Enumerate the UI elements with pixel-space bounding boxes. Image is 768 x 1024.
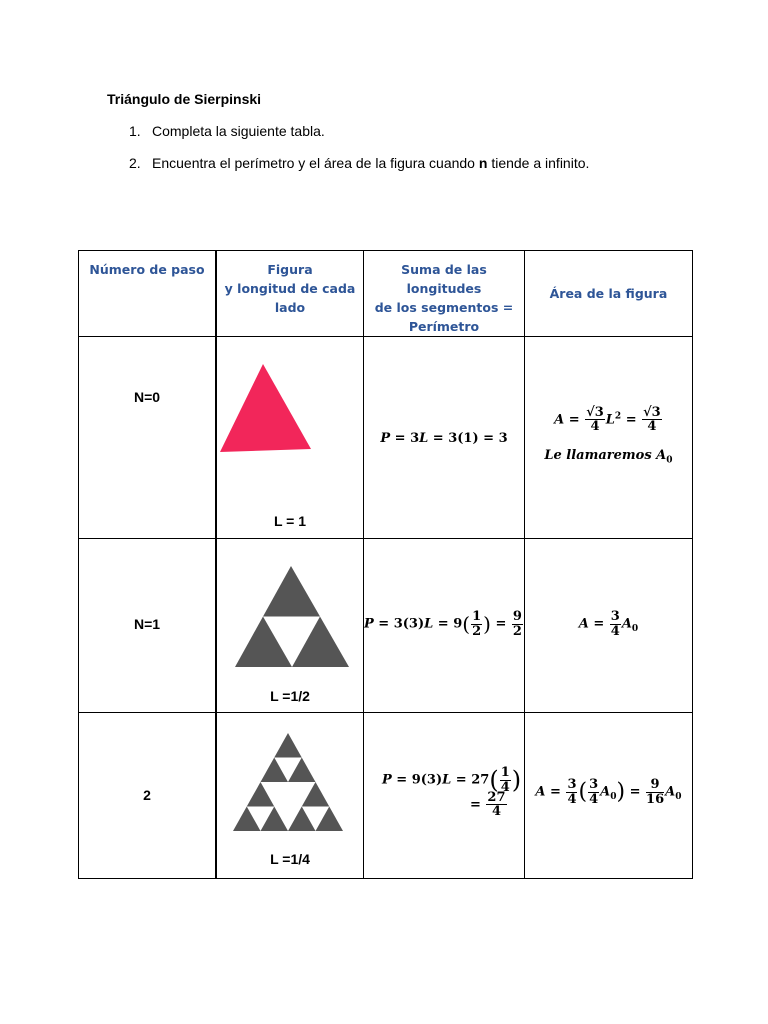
- table-row: [79, 337, 693, 539]
- header-area: [524, 251, 692, 337]
- perimeter-formula: P = 9(3)L = 27( $\frac{1}{4}$ ) = $\frac{27}{4}$: [382, 765, 522, 820]
- area-note: Le llamaremos $A_0$: [544, 447, 673, 466]
- area-formula: A = $\frac{3}{4}$ $A_0$: [578, 609, 639, 639]
- header-figure-line: lado: [274, 300, 306, 315]
- sub-triangle: [302, 782, 330, 807]
- perimeter-cell: [364, 713, 525, 879]
- header-step: [79, 251, 217, 337]
- instruction-2: [129, 155, 589, 171]
- step-cell: [79, 337, 217, 539]
- sub-triangle: [233, 807, 261, 832]
- area-cell: [524, 337, 692, 539]
- sub-triangle: [316, 807, 344, 832]
- sierpinski-triangle: [220, 364, 311, 452]
- instruction-text-end: tiende a infinito.: [487, 155, 590, 171]
- instruction-1: [129, 123, 325, 139]
- instruction-variable: n: [478, 155, 488, 171]
- side-length-label: L = 1: [273, 513, 307, 529]
- perimeter-formula: P = 3L = 3(1) = 3: [380, 431, 508, 446]
- sub-triangle: [261, 758, 289, 783]
- table-row: [79, 713, 693, 879]
- step-label: N=0: [133, 389, 161, 405]
- header-perimeter: [364, 251, 525, 337]
- step-label: N=1: [133, 616, 161, 632]
- sub-triangle: [261, 807, 289, 832]
- sub-triangle: [235, 617, 292, 668]
- header-perimeter-line: Suma de las longitudes: [401, 262, 487, 296]
- figure-cell: [216, 713, 364, 879]
- header-row: [79, 251, 693, 337]
- table-row: [79, 539, 693, 713]
- triangle-figure-n1: [217, 539, 363, 679]
- figure-cell: [216, 539, 364, 713]
- sub-triangle: [292, 617, 349, 668]
- header-figure-line: Figura: [267, 262, 313, 277]
- sierpinski-table: [78, 250, 693, 879]
- step-cell: [79, 539, 217, 713]
- sub-triangle: [288, 758, 316, 783]
- area-cell: [524, 539, 692, 713]
- area-formula: A = $\frac{3}{4}$ ( $\frac{3}{4}$ $A_0$) = $\frac{9}{16}$ $A_0$: [535, 777, 682, 807]
- triangle-figure-n2: [217, 713, 363, 839]
- header-perimeter-line: Perímetro: [408, 319, 480, 334]
- perimeter-cell: [364, 337, 525, 539]
- side-length-label: L =1/4: [270, 851, 310, 867]
- sub-triangle: [288, 807, 316, 832]
- page-title: Triángulo de Sierpinski: [107, 91, 262, 107]
- sierpinski-triangle: [233, 733, 343, 831]
- side-length-label: L =1/2: [270, 688, 310, 704]
- sub-triangle: [263, 566, 320, 617]
- perimeter-formula: P = 3(3)L = 9( $\frac{1}{2}$ ) = $\frac{9}{2}$: [364, 609, 522, 639]
- instruction-number: 1.: [129, 123, 141, 139]
- sub-triangle: [274, 733, 302, 758]
- figure-cell: [216, 337, 364, 539]
- step-cell: [79, 713, 217, 879]
- triangle-figure-n0: [217, 337, 363, 512]
- header-figure: [216, 251, 364, 337]
- area-cell: [524, 713, 692, 879]
- header-area-text: Área de la figura: [549, 286, 668, 301]
- instruction-text: Encuentra el perímetro y el área de la figura cuando: [152, 155, 479, 171]
- instruction-number: 2.: [129, 155, 141, 171]
- sub-triangle: [247, 782, 275, 807]
- header-step-text: Número de paso: [89, 262, 205, 277]
- sierpinski-triangle: [235, 566, 349, 667]
- header-figure-line: y longitud de cada: [224, 281, 356, 296]
- area-formula: A = $\frac{√3}{4}$ $L^2$ = $\frac{√3}{4}$: [554, 404, 661, 435]
- perimeter-cell: [364, 539, 525, 713]
- step-label: 2: [143, 786, 151, 803]
- header-perimeter-line: de los segmentos =: [374, 300, 514, 315]
- instruction-text: Completa la siguiente tabla.: [152, 123, 325, 139]
